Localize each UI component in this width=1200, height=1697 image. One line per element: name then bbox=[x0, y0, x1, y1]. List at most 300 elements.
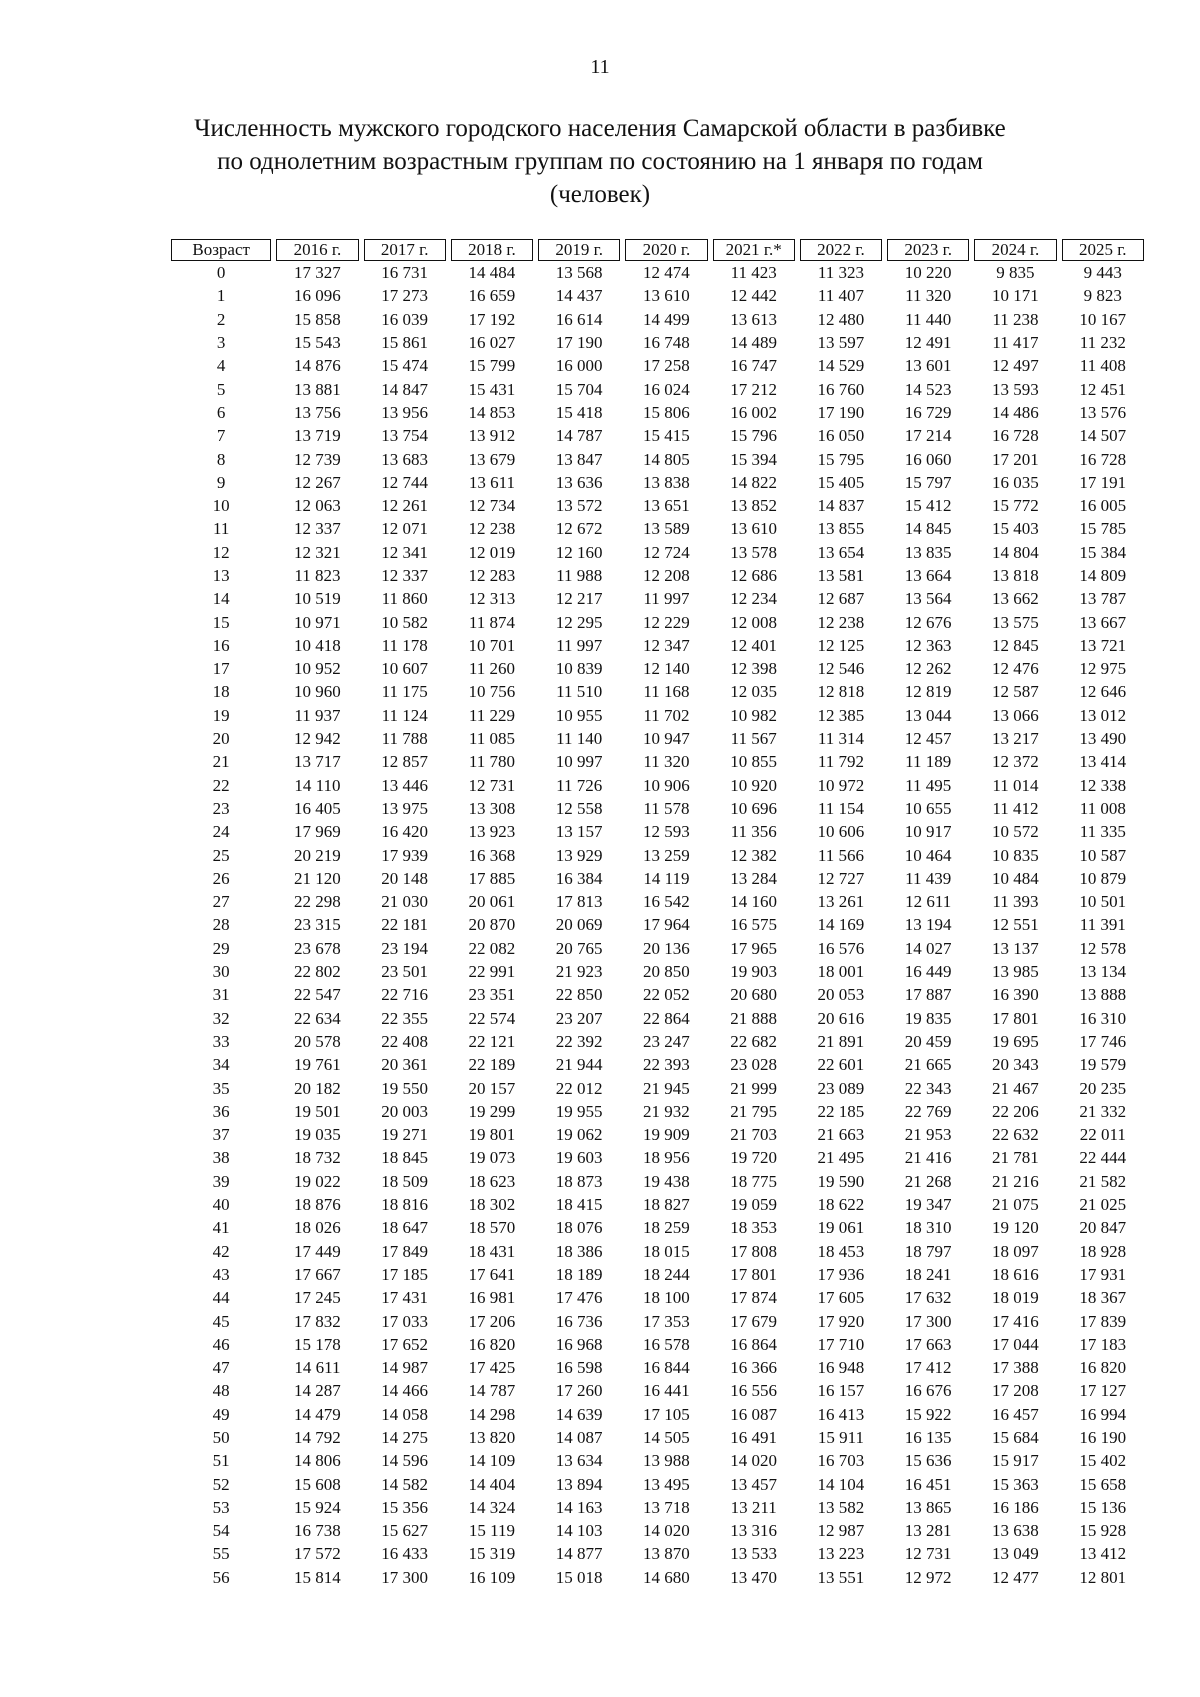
table-header-row bbox=[171, 239, 1144, 261]
value-cell: 11 823 bbox=[294, 566, 341, 585]
value-cell: 13 912 bbox=[468, 426, 516, 446]
value-cell: 17 212 bbox=[730, 379, 778, 399]
value-cell: 12 229 bbox=[643, 612, 690, 632]
value-cell: 17 652 bbox=[381, 1334, 429, 1354]
value-cell: 11 175 bbox=[381, 682, 428, 702]
value-cell: 16 968 bbox=[555, 1334, 603, 1354]
column-header-year: 2018 г. bbox=[451, 239, 533, 261]
value-cell: 22 052 bbox=[643, 985, 690, 1005]
value-cell: 11 874 bbox=[468, 612, 515, 632]
value-cell: 14 787 bbox=[468, 1381, 516, 1401]
table-row bbox=[171, 1286, 1144, 1309]
value-cell: 18 876 bbox=[294, 1195, 341, 1215]
table-row bbox=[171, 843, 1144, 866]
value-cell: 19 062 bbox=[555, 1125, 603, 1145]
value-cell: 13 593 bbox=[992, 379, 1039, 399]
column-header-year: 2017 г. bbox=[364, 239, 446, 261]
value-cell: 13 049 bbox=[992, 1544, 1039, 1564]
value-cell: 14 582 bbox=[381, 1474, 429, 1494]
value-cell: 12 686 bbox=[730, 566, 778, 585]
value-cell: 20 459 bbox=[904, 1031, 952, 1051]
value-cell: 16 981 bbox=[468, 1288, 516, 1308]
value-cell: 13 888 bbox=[1079, 985, 1127, 1005]
value-cell: 9 835 bbox=[996, 263, 1035, 283]
value-cell: 17 476 bbox=[555, 1288, 603, 1308]
value-cell: 11 178 bbox=[381, 635, 428, 655]
value-cell: 17 832 bbox=[294, 1311, 341, 1331]
value-cell: 18 797 bbox=[904, 1241, 952, 1261]
value-cell: 16 451 bbox=[904, 1474, 952, 1494]
value-cell: 10 464 bbox=[904, 845, 952, 865]
value-cell: 10 920 bbox=[730, 775, 778, 795]
value-cell: 14 787 bbox=[555, 426, 603, 446]
value-cell: 15 403 bbox=[992, 519, 1039, 539]
value-cell: 11 408 bbox=[1079, 356, 1126, 376]
table-row bbox=[171, 1333, 1144, 1356]
value-cell: 15 814 bbox=[294, 1567, 341, 1587]
value-cell: 11 356 bbox=[730, 822, 777, 842]
title-line-1: Численность мужского городского населения Самарской области в разбивке bbox=[194, 115, 1006, 142]
value-cell: 12 035 bbox=[730, 682, 778, 702]
value-cell: 14 845 bbox=[904, 519, 952, 539]
value-cell: 12 734 bbox=[468, 496, 516, 516]
value-cell: 15 119 bbox=[468, 1521, 515, 1541]
value-cell: 18 241 bbox=[904, 1264, 952, 1284]
value-cell: 13 818 bbox=[992, 566, 1039, 585]
value-cell: 21 582 bbox=[1079, 1171, 1127, 1191]
value-cell: 11 391 bbox=[1079, 915, 1126, 935]
value-cell: 22 632 bbox=[992, 1125, 1039, 1145]
value-cell: 21 075 bbox=[992, 1195, 1039, 1215]
value-cell: 15 474 bbox=[381, 356, 429, 376]
value-cell: 11 997 bbox=[556, 635, 603, 655]
value-cell: 11 140 bbox=[556, 729, 603, 749]
value-cell: 10 855 bbox=[730, 752, 778, 772]
value-cell: 18 732 bbox=[294, 1148, 341, 1168]
value-cell: 13 662 bbox=[992, 589, 1039, 609]
table-row bbox=[171, 680, 1144, 703]
value-cell: 21 332 bbox=[1079, 1101, 1127, 1121]
value-cell: 16 449 bbox=[904, 962, 952, 982]
value-cell: 13 134 bbox=[1079, 962, 1127, 982]
age-cell: 53 bbox=[212, 1497, 230, 1517]
value-cell: 13 679 bbox=[468, 449, 516, 469]
value-cell: 19 501 bbox=[294, 1101, 341, 1121]
value-cell: 13 721 bbox=[1079, 635, 1127, 655]
value-cell: 10 587 bbox=[1079, 845, 1127, 865]
value-cell: 22 343 bbox=[904, 1078, 952, 1098]
table-row bbox=[171, 1216, 1144, 1239]
value-cell: 12 611 bbox=[905, 892, 952, 912]
value-cell: 19 761 bbox=[294, 1055, 341, 1075]
value-cell: 19 347 bbox=[904, 1195, 952, 1215]
age-cell: 51 bbox=[212, 1451, 230, 1471]
age-cell: 30 bbox=[212, 962, 230, 982]
value-cell: 22 574 bbox=[468, 1008, 516, 1028]
value-cell: 12 942 bbox=[294, 729, 341, 749]
value-cell: 20 219 bbox=[294, 845, 341, 865]
value-cell: 17 327 bbox=[294, 263, 341, 283]
value-cell: 14 489 bbox=[730, 333, 778, 353]
table-row bbox=[171, 1379, 1144, 1402]
age-cell: 22 bbox=[212, 775, 230, 795]
value-cell: 10 972 bbox=[817, 775, 865, 795]
value-cell: 12 337 bbox=[294, 519, 341, 539]
value-cell: 22 444 bbox=[1079, 1148, 1127, 1168]
value-cell: 10 171 bbox=[992, 286, 1039, 306]
value-cell: 21 030 bbox=[381, 892, 429, 912]
age-cell: 35 bbox=[212, 1078, 230, 1098]
age-cell: 12 bbox=[212, 542, 230, 562]
value-cell: 10 582 bbox=[381, 612, 429, 632]
value-cell: 12 818 bbox=[817, 682, 865, 702]
value-cell: 12 497 bbox=[992, 356, 1039, 376]
value-cell: 10 607 bbox=[381, 659, 429, 679]
value-cell: 22 011 bbox=[1079, 1125, 1126, 1145]
value-cell: 13 495 bbox=[643, 1474, 690, 1494]
value-cell: 22 408 bbox=[381, 1031, 429, 1051]
value-cell: 18 509 bbox=[381, 1171, 429, 1191]
value-cell: 13 638 bbox=[992, 1521, 1039, 1541]
value-cell: 16 731 bbox=[381, 263, 429, 283]
value-cell: 18 647 bbox=[381, 1218, 429, 1238]
value-cell: 13 634 bbox=[555, 1451, 603, 1471]
value-cell: 18 431 bbox=[468, 1241, 516, 1261]
value-cell: 17 425 bbox=[468, 1358, 516, 1378]
value-cell: 12 295 bbox=[555, 612, 603, 632]
table-row bbox=[171, 494, 1144, 517]
value-cell: 17 300 bbox=[381, 1567, 429, 1587]
value-cell: 16 491 bbox=[730, 1427, 778, 1447]
value-cell: 10 655 bbox=[904, 798, 952, 818]
age-cell: 31 bbox=[212, 985, 230, 1005]
value-cell: 11 124 bbox=[381, 705, 428, 725]
value-cell: 13 651 bbox=[643, 496, 690, 516]
value-cell: 14 680 bbox=[643, 1567, 690, 1587]
value-cell: 19 120 bbox=[992, 1218, 1039, 1238]
table-row bbox=[171, 774, 1144, 797]
age-cell: 3 bbox=[216, 333, 226, 353]
table-row bbox=[171, 261, 1144, 284]
value-cell: 14 087 bbox=[555, 1427, 603, 1447]
value-cell: 15 924 bbox=[294, 1497, 341, 1517]
value-cell: 12 071 bbox=[381, 519, 429, 539]
value-cell: 12 578 bbox=[1079, 938, 1127, 958]
value-cell: 16 310 bbox=[1079, 1008, 1127, 1028]
value-cell: 22 121 bbox=[468, 1031, 516, 1051]
value-cell: 11 154 bbox=[817, 798, 864, 818]
age-cell: 40 bbox=[212, 1195, 230, 1215]
table-row bbox=[171, 867, 1144, 890]
value-cell: 12 744 bbox=[381, 472, 429, 492]
value-cell: 13 610 bbox=[643, 286, 690, 306]
value-cell: 15 402 bbox=[1079, 1451, 1127, 1471]
value-cell: 13 316 bbox=[730, 1521, 778, 1541]
table-row bbox=[171, 331, 1144, 354]
value-cell: 16 760 bbox=[817, 379, 865, 399]
value-cell: 14 809 bbox=[1079, 566, 1127, 585]
value-cell: 16 413 bbox=[817, 1404, 865, 1424]
age-cell: 34 bbox=[212, 1055, 230, 1075]
value-cell: 17 813 bbox=[555, 892, 603, 912]
value-cell: 17 416 bbox=[992, 1311, 1039, 1331]
age-cell: 49 bbox=[212, 1404, 230, 1424]
value-cell: 13 852 bbox=[730, 496, 778, 516]
value-cell: 12 593 bbox=[643, 822, 690, 842]
population-table bbox=[171, 239, 1144, 1589]
value-cell: 14 837 bbox=[817, 496, 865, 516]
value-cell: 18 310 bbox=[904, 1218, 952, 1238]
value-cell: 20 850 bbox=[643, 962, 690, 982]
value-cell: 20 870 bbox=[468, 915, 516, 935]
value-cell: 13 683 bbox=[381, 449, 429, 469]
value-cell: 13 956 bbox=[381, 402, 429, 422]
table-row bbox=[171, 1356, 1144, 1379]
column-header-year: 2021 г.* bbox=[713, 239, 795, 261]
value-cell: 23 028 bbox=[730, 1055, 778, 1075]
table-row bbox=[171, 797, 1144, 820]
value-cell: 16 390 bbox=[992, 985, 1039, 1005]
value-cell: 16 039 bbox=[381, 309, 429, 329]
value-cell: 18 415 bbox=[555, 1195, 603, 1215]
value-cell: 13 787 bbox=[1079, 589, 1127, 609]
value-cell: 11 260 bbox=[468, 659, 515, 679]
value-cell: 21 268 bbox=[904, 1171, 952, 1191]
value-cell: 11 439 bbox=[905, 868, 952, 888]
value-cell: 13 820 bbox=[468, 1427, 516, 1447]
value-cell: 13 564 bbox=[904, 589, 952, 609]
age-cell: 9 bbox=[216, 472, 226, 492]
value-cell: 17 258 bbox=[643, 356, 690, 376]
value-cell: 11 567 bbox=[730, 729, 777, 749]
value-cell: 21 945 bbox=[643, 1078, 690, 1098]
value-cell: 15 911 bbox=[817, 1427, 864, 1447]
value-cell: 15 405 bbox=[817, 472, 865, 492]
age-cell: 24 bbox=[212, 822, 230, 842]
age-cell: 18 bbox=[212, 682, 230, 702]
age-cell: 36 bbox=[212, 1101, 230, 1121]
value-cell: 22 601 bbox=[817, 1055, 865, 1075]
value-cell: 22 012 bbox=[555, 1078, 603, 1098]
value-cell: 17 885 bbox=[468, 868, 516, 888]
value-cell: 13 756 bbox=[294, 402, 341, 422]
age-cell: 43 bbox=[212, 1264, 230, 1284]
value-cell: 13 217 bbox=[992, 729, 1039, 749]
value-cell: 17 388 bbox=[992, 1358, 1039, 1378]
value-cell: 12 125 bbox=[817, 635, 865, 655]
value-cell: 17 449 bbox=[294, 1241, 341, 1261]
table-row bbox=[171, 1170, 1144, 1193]
value-cell: 11 238 bbox=[992, 309, 1039, 329]
age-cell: 27 bbox=[212, 892, 230, 912]
value-cell: 12 972 bbox=[904, 1567, 952, 1587]
value-cell: 21 416 bbox=[904, 1148, 952, 1168]
value-cell: 19 438 bbox=[643, 1171, 690, 1191]
value-cell: 13 654 bbox=[817, 542, 865, 562]
value-cell: 14 805 bbox=[643, 449, 690, 469]
value-cell: 14 847 bbox=[381, 379, 429, 399]
value-cell: 17 969 bbox=[294, 822, 341, 842]
value-cell: 12 819 bbox=[904, 682, 952, 702]
value-cell: 20 235 bbox=[1079, 1078, 1127, 1098]
value-cell: 12 234 bbox=[730, 589, 778, 609]
value-cell: 17 849 bbox=[381, 1241, 429, 1261]
table-row bbox=[171, 983, 1144, 1006]
value-cell: 17 641 bbox=[468, 1264, 516, 1284]
column-header-year: 2022 г. bbox=[800, 239, 882, 261]
value-cell: 16 024 bbox=[643, 379, 690, 399]
value-cell: 13 551 bbox=[817, 1567, 865, 1587]
table-row bbox=[171, 1403, 1144, 1426]
table-row bbox=[171, 1426, 1144, 1449]
table-row bbox=[171, 704, 1144, 727]
value-cell: 12 401 bbox=[730, 635, 778, 655]
value-cell: 14 324 bbox=[468, 1497, 516, 1517]
value-cell: 19 603 bbox=[555, 1148, 603, 1168]
value-cell: 15 018 bbox=[555, 1567, 603, 1587]
value-cell: 12 347 bbox=[643, 635, 690, 655]
value-cell: 16 096 bbox=[294, 286, 341, 306]
table-row bbox=[171, 471, 1144, 494]
value-cell: 19 550 bbox=[381, 1078, 429, 1098]
value-cell: 13 611 bbox=[468, 472, 515, 492]
value-cell: 17 667 bbox=[294, 1264, 341, 1284]
value-cell: 20 361 bbox=[381, 1055, 429, 1075]
value-cell: 11 407 bbox=[817, 286, 864, 306]
value-cell: 17 964 bbox=[643, 915, 690, 935]
age-cell: 46 bbox=[212, 1334, 230, 1354]
age-cell: 6 bbox=[216, 402, 226, 422]
value-cell: 15 627 bbox=[381, 1521, 429, 1541]
value-cell: 19 059 bbox=[730, 1195, 778, 1215]
value-cell: 12 019 bbox=[468, 542, 516, 562]
value-cell: 12 283 bbox=[468, 566, 516, 585]
value-cell: 22 185 bbox=[817, 1101, 865, 1121]
value-cell: 14 529 bbox=[817, 356, 865, 376]
value-cell: 15 928 bbox=[1079, 1521, 1127, 1541]
value-cell: 12 477 bbox=[992, 1567, 1039, 1587]
table-row bbox=[171, 1030, 1144, 1053]
value-cell: 16 157 bbox=[817, 1381, 865, 1401]
value-cell: 12 474 bbox=[643, 263, 690, 283]
value-cell: 13 835 bbox=[904, 542, 952, 562]
value-cell: 19 835 bbox=[904, 1008, 952, 1028]
value-cell: 12 724 bbox=[643, 542, 690, 562]
table-row bbox=[171, 937, 1144, 960]
value-cell: 18 015 bbox=[643, 1241, 690, 1261]
value-cell: 10 955 bbox=[555, 705, 603, 725]
value-cell: 11 014 bbox=[992, 775, 1039, 795]
value-cell: 18 189 bbox=[555, 1264, 603, 1284]
age-cell: 5 bbox=[216, 379, 226, 399]
value-cell: 15 785 bbox=[1079, 519, 1127, 539]
value-cell: 11 393 bbox=[992, 892, 1039, 912]
value-cell: 10 756 bbox=[468, 682, 516, 702]
value-cell: 15 922 bbox=[904, 1404, 952, 1424]
value-cell: 15 418 bbox=[555, 402, 603, 422]
value-cell: 17 185 bbox=[381, 1264, 429, 1284]
table-row bbox=[171, 890, 1144, 913]
age-cell: 42 bbox=[212, 1241, 230, 1261]
value-cell: 17 273 bbox=[381, 286, 429, 306]
value-cell: 13 929 bbox=[555, 845, 603, 865]
value-cell: 11 085 bbox=[468, 729, 515, 749]
value-cell: 17 931 bbox=[1079, 1264, 1127, 1284]
age-cell: 0 bbox=[216, 263, 226, 283]
value-cell: 14 596 bbox=[381, 1451, 429, 1471]
value-cell: 21 932 bbox=[643, 1101, 690, 1121]
value-cell: 13 568 bbox=[555, 263, 603, 283]
value-cell: 22 850 bbox=[555, 985, 603, 1005]
value-cell: 12 975 bbox=[1079, 659, 1127, 679]
value-cell: 15 796 bbox=[730, 426, 778, 446]
value-cell: 20 578 bbox=[294, 1031, 341, 1051]
value-cell: 10 696 bbox=[730, 798, 778, 818]
column-header-year: 2019 г. bbox=[538, 239, 620, 261]
value-cell: 13 284 bbox=[730, 868, 778, 888]
value-cell: 22 716 bbox=[381, 985, 429, 1005]
value-cell: 21 495 bbox=[817, 1148, 865, 1168]
value-cell: 12 238 bbox=[817, 612, 865, 632]
value-cell: 13 044 bbox=[904, 705, 952, 725]
value-cell: 15 797 bbox=[904, 472, 952, 492]
value-cell: 22 393 bbox=[643, 1055, 690, 1075]
value-cell: 21 665 bbox=[904, 1055, 952, 1075]
value-cell: 17 260 bbox=[555, 1381, 603, 1401]
value-cell: 13 446 bbox=[381, 775, 429, 795]
value-cell: 13 012 bbox=[1079, 705, 1127, 725]
value-cell: 16 729 bbox=[904, 402, 952, 422]
value-cell: 11 335 bbox=[1079, 822, 1126, 842]
age-cell: 45 bbox=[212, 1311, 230, 1331]
table-row bbox=[171, 1263, 1144, 1286]
value-cell: 14 822 bbox=[730, 472, 778, 492]
value-cell: 23 678 bbox=[294, 938, 341, 958]
value-cell: 16 027 bbox=[468, 333, 516, 353]
value-cell: 20 069 bbox=[555, 915, 603, 935]
table-row bbox=[171, 587, 1144, 610]
value-cell: 16 190 bbox=[1079, 1427, 1127, 1447]
value-cell: 12 341 bbox=[381, 542, 429, 562]
value-cell: 17 300 bbox=[904, 1311, 952, 1331]
value-cell: 12 551 bbox=[992, 915, 1039, 935]
value-cell: 14 275 bbox=[381, 1427, 429, 1447]
value-cell: 18 623 bbox=[468, 1171, 516, 1191]
value-cell: 12 442 bbox=[730, 286, 778, 306]
value-cell: 22 547 bbox=[294, 985, 341, 1005]
age-cell: 25 bbox=[212, 845, 230, 865]
value-cell: 17 044 bbox=[992, 1334, 1039, 1354]
value-cell: 21 120 bbox=[294, 868, 341, 888]
table-row bbox=[171, 1472, 1144, 1495]
table-row bbox=[171, 750, 1144, 773]
value-cell: 16 844 bbox=[643, 1358, 690, 1378]
value-cell: 12 558 bbox=[555, 798, 603, 818]
value-cell: 17 127 bbox=[1079, 1381, 1127, 1401]
value-cell: 11 229 bbox=[468, 705, 515, 725]
value-cell: 16 676 bbox=[904, 1381, 952, 1401]
value-cell: 14 109 bbox=[468, 1451, 516, 1471]
value-cell: 15 394 bbox=[730, 449, 778, 469]
table-row bbox=[171, 1100, 1144, 1123]
value-cell: 10 519 bbox=[294, 589, 341, 609]
value-cell: 11 412 bbox=[992, 798, 1039, 818]
value-cell: 18 386 bbox=[555, 1241, 603, 1261]
age-cell: 23 bbox=[212, 798, 230, 818]
column-header-year: 2023 г. bbox=[887, 239, 969, 261]
value-cell: 22 189 bbox=[468, 1055, 516, 1075]
value-cell: 14 169 bbox=[817, 915, 865, 935]
